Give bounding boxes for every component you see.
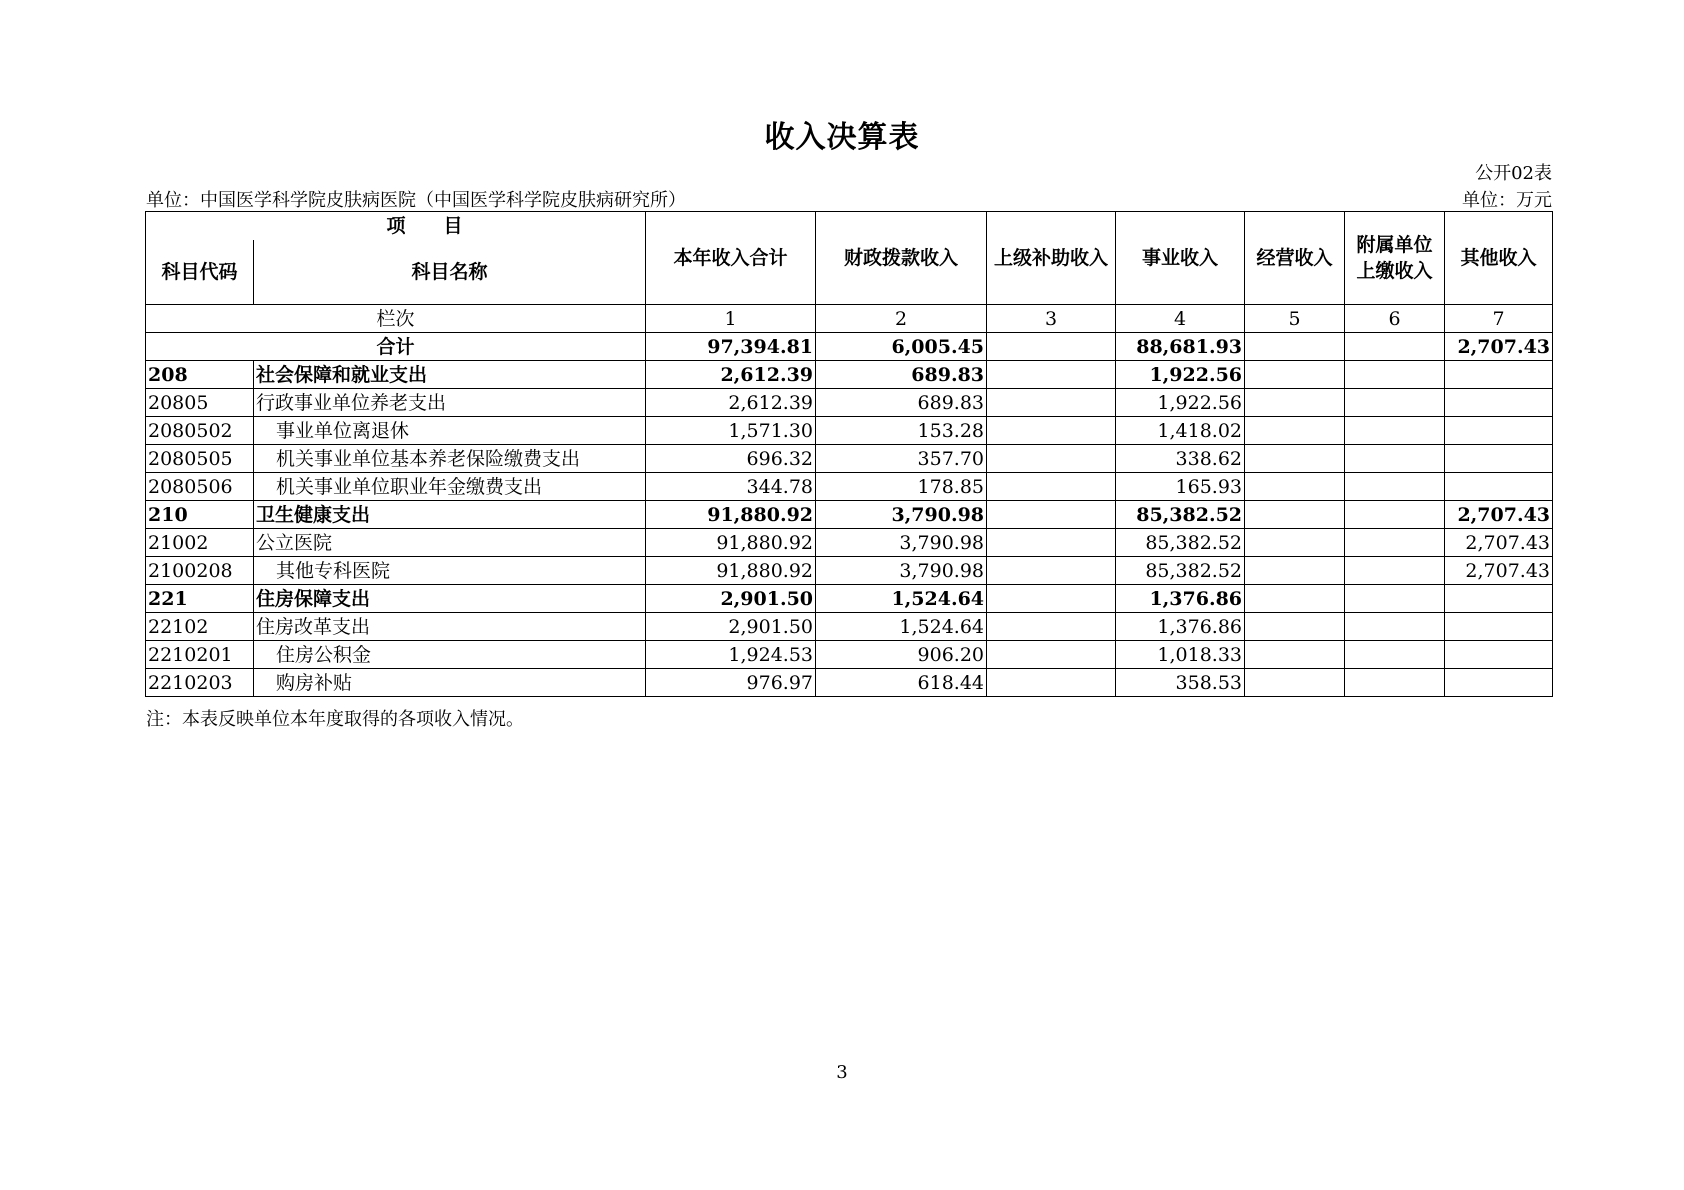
amount-cell (1245, 501, 1345, 529)
amount-cell: 2,901.50 (646, 613, 816, 641)
amount-cell (987, 417, 1116, 445)
amount-cell: 2,901.50 (646, 585, 816, 613)
amount-cell (1245, 529, 1345, 557)
table-row (146, 473, 1553, 501)
amount-cell: 3,790.98 (816, 501, 987, 529)
amount-cell: 1,418.02 (1116, 417, 1245, 445)
subject-name: 机关事业单位基本养老保险缴费支出 (254, 445, 646, 473)
amount-cell (1445, 669, 1553, 697)
column-index: 6 (1345, 305, 1445, 333)
amount-cell: 1,524.64 (816, 613, 987, 641)
amount-cell (1445, 585, 1553, 613)
amount-cell (1345, 501, 1445, 529)
header-project: 项 目 (146, 212, 646, 241)
amount-cell (1345, 557, 1445, 585)
subject-name: 机关事业单位职业年金缴费支出 (254, 473, 646, 501)
amount-cell: 91,880.92 (646, 529, 816, 557)
amount-cell (987, 669, 1116, 697)
subject-name: 公立医院 (254, 529, 646, 557)
header-col-fiscal: 财政拨款收入 (816, 212, 987, 305)
header-attached-line1: 附属单位 (1356, 234, 1433, 256)
subject-name: 住房改革支出 (254, 613, 646, 641)
amount-cell: 3,790.98 (816, 529, 987, 557)
amount-cell: 976.97 (646, 669, 816, 697)
column-index: 3 (987, 305, 1116, 333)
amount-cell (987, 585, 1116, 613)
amount-cell: 1,922.56 (1116, 361, 1245, 389)
amount-cell (1245, 641, 1345, 669)
amount-cell: 85,382.52 (1116, 529, 1245, 557)
table-row (146, 557, 1553, 585)
amount-cell (1345, 473, 1445, 501)
amount-cell: 2,707.43 (1445, 557, 1553, 585)
table-row (146, 389, 1553, 417)
header-col-other: 其他收入 (1445, 212, 1553, 305)
amount-cell (1445, 613, 1553, 641)
table-body (146, 361, 1553, 697)
amount-cell (987, 501, 1116, 529)
amount-cell: 3,790.98 (816, 557, 987, 585)
amount-cell (987, 641, 1116, 669)
total-row (146, 333, 1553, 361)
subject-code: 2100208 (146, 557, 254, 585)
amount-cell (987, 361, 1116, 389)
column-index: 5 (1245, 305, 1345, 333)
amount-cell (1245, 361, 1345, 389)
amount-cell (1345, 529, 1445, 557)
amount-cell: 618.44 (816, 669, 987, 697)
amount-cell (1345, 445, 1445, 473)
total-label: 合计 (146, 333, 646, 361)
subject-code: 2080505 (146, 445, 254, 473)
header-row-top (146, 212, 1553, 241)
amount-cell (1345, 389, 1445, 417)
amount-cell (987, 613, 1116, 641)
subject-name: 住房公积金 (254, 641, 646, 669)
total-cell: 6,005.45 (816, 333, 987, 361)
total-cell (1245, 333, 1345, 361)
column-index-label: 栏次 (146, 305, 646, 333)
amount-cell (987, 557, 1116, 585)
amount-cell (1245, 669, 1345, 697)
total-cell: 2,707.43 (1445, 333, 1553, 361)
amount-cell: 2,612.39 (646, 389, 816, 417)
column-index-row (146, 305, 1553, 333)
subject-code: 210 (146, 501, 254, 529)
table-row (146, 669, 1553, 697)
amount-cell: 91,880.92 (646, 557, 816, 585)
amount-cell (1445, 389, 1553, 417)
amount-cell (1245, 445, 1345, 473)
subject-name: 购房补贴 (254, 669, 646, 697)
amount-cell (1245, 613, 1345, 641)
column-index: 1 (646, 305, 816, 333)
amount-cell: 2,612.39 (646, 361, 816, 389)
column-index: 7 (1445, 305, 1553, 333)
header-col-business: 事业收入 (1116, 212, 1245, 305)
subject-code: 221 (146, 585, 254, 613)
amount-cell (987, 529, 1116, 557)
subject-code: 2080506 (146, 473, 254, 501)
amount-cell (1245, 389, 1345, 417)
amount-cell (1345, 417, 1445, 445)
header-col-total: 本年收入合计 (646, 212, 816, 305)
subject-name: 事业单位离退休 (254, 417, 646, 445)
table-row (146, 529, 1553, 557)
amount-cell: 2,707.43 (1445, 529, 1553, 557)
amount-cell (1345, 613, 1445, 641)
table-row (146, 585, 1553, 613)
amount-cell (1445, 641, 1553, 669)
amount-cell (1445, 417, 1553, 445)
amount-cell: 1,376.86 (1116, 585, 1245, 613)
header-name: 科目名称 (254, 240, 646, 305)
amount-cell: 1,376.86 (1116, 613, 1245, 641)
amount-cell: 344.78 (646, 473, 816, 501)
amount-cell: 689.83 (816, 361, 987, 389)
subject-code: 2210203 (146, 669, 254, 697)
amount-cell (1445, 473, 1553, 501)
amount-cell (1245, 473, 1345, 501)
header-col-operating: 经营收入 (1245, 212, 1345, 305)
amount-cell: 357.70 (816, 445, 987, 473)
subject-name: 其他专科医院 (254, 557, 646, 585)
amount-cell: 165.93 (1116, 473, 1245, 501)
reporting-unit: 单位：中国医学科学院皮肤病医院（中国医学科学院皮肤病研究所） (146, 190, 686, 211)
table-row (146, 361, 1553, 389)
table-row (146, 501, 1553, 529)
currency-unit: 单位：万元 (1462, 190, 1552, 211)
total-cell (987, 333, 1116, 361)
amount-cell: 91,880.92 (646, 501, 816, 529)
header-code: 科目代码 (146, 240, 254, 305)
table-note: 注：本表反映单位本年度取得的各项收入情况。 (146, 709, 524, 730)
total-cell: 97,394.81 (646, 333, 816, 361)
amount-cell (1345, 669, 1445, 697)
subject-code: 2210201 (146, 641, 254, 669)
amount-cell: 1,018.33 (1116, 641, 1245, 669)
amount-cell: 338.62 (1116, 445, 1245, 473)
column-index: 2 (816, 305, 987, 333)
amount-cell: 85,382.52 (1116, 557, 1245, 585)
subject-code: 208 (146, 361, 254, 389)
amount-cell: 1,524.64 (816, 585, 987, 613)
subject-name: 卫生健康支出 (254, 501, 646, 529)
subject-code: 22102 (146, 613, 254, 641)
subject-code: 20805 (146, 389, 254, 417)
subject-name: 住房保障支出 (254, 585, 646, 613)
amount-cell (987, 473, 1116, 501)
table-row (146, 641, 1553, 669)
amount-cell: 1,922.56 (1116, 389, 1245, 417)
amount-cell (1445, 445, 1553, 473)
amount-cell (1345, 641, 1445, 669)
subject-code: 2080502 (146, 417, 254, 445)
amount-cell (987, 389, 1116, 417)
amount-cell (987, 445, 1116, 473)
subject-name: 行政事业单位养老支出 (254, 389, 646, 417)
total-cell: 88,681.93 (1116, 333, 1245, 361)
amount-cell: 85,382.52 (1116, 501, 1245, 529)
table-row (146, 445, 1553, 473)
amount-cell (1245, 417, 1345, 445)
amount-cell (1345, 361, 1445, 389)
income-table (145, 211, 1553, 697)
subject-code: 21002 (146, 529, 254, 557)
page-number: 3 (836, 1062, 848, 1083)
amount-cell: 906.20 (816, 641, 987, 669)
amount-cell: 153.28 (816, 417, 987, 445)
table-row (146, 613, 1553, 641)
column-index: 4 (1116, 305, 1245, 333)
amount-cell: 696.32 (646, 445, 816, 473)
amount-cell: 689.83 (816, 389, 987, 417)
amount-cell: 178.85 (816, 473, 987, 501)
amount-cell (1245, 585, 1345, 613)
amount-cell (1445, 361, 1553, 389)
table-row (146, 417, 1553, 445)
header-attached-line2: 上缴收入 (1356, 260, 1433, 282)
amount-cell (1245, 557, 1345, 585)
amount-cell: 1,571.30 (646, 417, 816, 445)
amount-cell: 2,707.43 (1445, 501, 1553, 529)
amount-cell: 358.53 (1116, 669, 1245, 697)
subject-name: 社会保障和就业支出 (254, 361, 646, 389)
header-col-superior-subsidy: 上级补助收入 (987, 212, 1116, 305)
amount-cell: 1,924.53 (646, 641, 816, 669)
header-col-attached (1345, 212, 1445, 305)
amount-cell (1345, 585, 1445, 613)
page-title: 收入决算表 (764, 120, 920, 155)
form-number: 公开02表 (1475, 163, 1552, 184)
total-cell (1345, 333, 1445, 361)
